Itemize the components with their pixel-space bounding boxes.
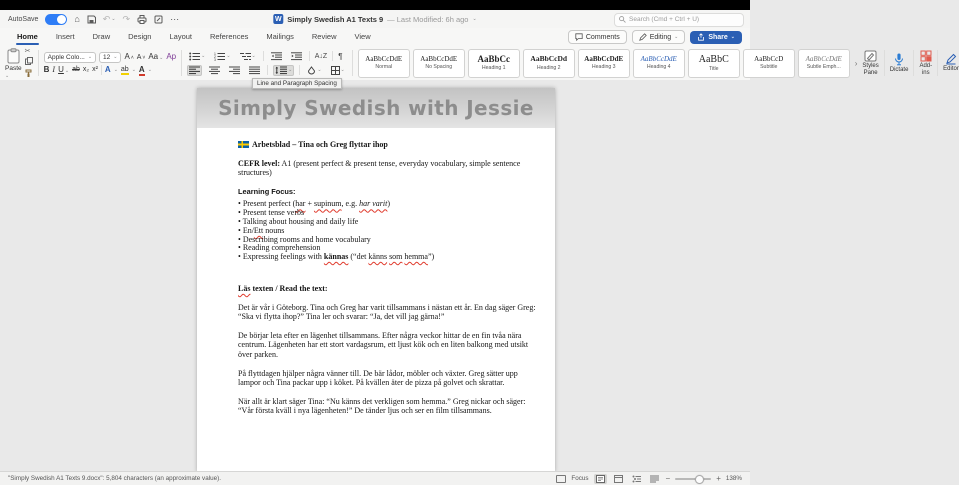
line-spacing-chevron-icon: ⌄ <box>288 67 293 73</box>
document-header-title: Simply Swedish with Jessie <box>218 96 534 120</box>
highlight-button[interactable]: ab <box>120 66 129 73</box>
doc-list-item: • Talking about housing and daily life <box>238 216 359 226</box>
mini-divider <box>299 65 300 75</box>
doc-paragraph: Learning Focus: <box>238 186 296 196</box>
shading-chevron-icon: ⌄ <box>317 67 322 73</box>
bold-button[interactable]: B <box>43 64 50 74</box>
align-center-button[interactable] <box>207 65 222 76</box>
zoom-in-button[interactable]: + <box>716 473 721 483</box>
shrink-font-button[interactable]: A ˅ <box>136 53 146 61</box>
bullet-marker: • <box>238 252 243 262</box>
doc-paragraph: De börjar leta efter en lägenhet tillsammans. Efter några veckor hittar de en fin tvåa nära centrum. Lägenheten har ett stort vardagsrum, ett ljust kök och en liten balkong med utsikt över parken. <box>238 330 529 359</box>
group-divider <box>937 50 938 76</box>
style-title[interactable]: AaBbC Title <box>688 49 740 78</box>
subscript-button[interactable]: x₂ <box>82 66 90 73</box>
search-placeholder: Search (Cmd + Ctrl + U) <box>629 16 700 23</box>
print-layout-view-button[interactable] <box>594 474 607 484</box>
zoom-slider-knob[interactable] <box>695 475 704 484</box>
doc-paragraph: CEFR level: A1 (present perfect & present tense, everyday vocabulary, simple sentence structures) <box>238 158 521 178</box>
ribbon-tab-home[interactable]: Home <box>8 29 47 45</box>
group-divider <box>884 50 885 76</box>
multilevel-list-button[interactable] <box>238 51 258 62</box>
doc-paragraph: På flyttdagen hjälper några vänner till. De bär lådor, möbler och växter. Greg sätter upp lampor och Tina packar upp i köket. På kvällen äter de pizza på golvet och skrattar. <box>238 368 518 388</box>
focus-label: Focus <box>571 475 589 482</box>
document-title[interactable]: W Simply Swedish A1 Texts 9 — Last Modified: 6h ago ⌄ <box>274 14 477 24</box>
document-header-band <box>197 88 555 128</box>
font-group <box>44 52 177 75</box>
ribbon-tab-layout[interactable]: Layout <box>169 32 193 41</box>
add-ins-button[interactable]: Add-ins <box>919 50 932 76</box>
font-size-chevron-icon: ⌄ <box>113 54 118 60</box>
bullet-marker: • <box>238 208 243 218</box>
case-chevron-icon: ⌄ <box>159 55 164 61</box>
decrease-indent-button[interactable] <box>269 51 284 62</box>
undo-icon[interactable]: ↶ ⌄ <box>102 13 116 24</box>
ribbon-tabs <box>8 29 380 45</box>
group-divider <box>38 50 39 76</box>
styles-gallery-more-icon[interactable]: › <box>854 58 858 68</box>
highlight-chevron-icon: ⌄ <box>131 66 136 73</box>
strikethrough-button[interactable]: ab <box>72 66 80 73</box>
paragraph-group <box>187 51 347 76</box>
comment-icon <box>575 33 583 41</box>
home-icon[interactable]: ⌂ <box>74 13 80 24</box>
italic-button[interactable]: I <box>52 64 56 74</box>
doc-paragraph: Det är vår i Göteborg. Tina och Greg har varit tillsammans i nästan ett år. En dag säger Greg: “Ska vi flytta ihop?” Tina ler och svarar: “Ja, det vill jag gärna!” <box>238 302 536 322</box>
character-count-text: "Simply Swedish A1 Texts 9.docx": 5,804 characters (an approximate value). <box>8 475 221 482</box>
share-icon <box>697 33 705 41</box>
svg-text:3: 3 <box>214 57 217 62</box>
status-bar-right <box>556 474 742 484</box>
microphone-icon <box>894 53 904 66</box>
paste-chevron-icon: ⌄ <box>5 72 10 79</box>
styles-pane-button[interactable]: Styles Pane <box>862 50 878 76</box>
mini-divider <box>263 51 264 61</box>
word-doc-icon: W <box>274 15 282 23</box>
doc-heading: Läs texten / Read the text: <box>238 283 328 293</box>
outline-view-button[interactable] <box>630 474 643 484</box>
phonetic-guide-button[interactable]: Ap <box>166 52 177 61</box>
borders-chevron-icon: ⌄ <box>340 67 345 73</box>
title-bar <box>0 10 750 29</box>
bullet-list-button[interactable] <box>187 51 207 62</box>
show-formatting-marks-button[interactable]: ¶ <box>338 51 343 61</box>
font-name-chevron-icon: ⌄ <box>87 54 93 60</box>
mini-divider <box>101 65 102 75</box>
group-divider <box>181 50 182 76</box>
style-no-spacing[interactable]: AaBbCcDdE No Spacing <box>413 49 465 78</box>
ribbon-tab-draw[interactable]: Draw <box>92 32 111 41</box>
justify-button[interactable] <box>247 65 262 76</box>
underline-chevron-icon: ⌄ <box>64 67 70 74</box>
doc-list-item: • Expressing feelings with kännas (“det känns som hemma”) <box>238 252 435 262</box>
draft-view-button[interactable] <box>648 474 661 484</box>
grow-font-button[interactable]: A ˄ <box>124 52 134 61</box>
sort-button[interactable]: A↓Z <box>314 52 328 60</box>
superscript-button[interactable]: x² <box>92 66 98 73</box>
title-chevron-icon: ⌄ <box>472 16 477 22</box>
bullet-marker: • <box>238 243 243 253</box>
bullet-chevron-icon: ⌄ <box>201 53 206 59</box>
editor-button[interactable]: Editor <box>943 53 959 73</box>
autosave-label: AutoSave <box>8 15 39 23</box>
ribbon-tab-design[interactable]: Design <box>128 32 152 41</box>
status-bar <box>0 471 750 485</box>
style-heading-3[interactable]: AaBbCcDdE Heading 3 <box>578 49 630 78</box>
ribbon-home <box>0 46 959 81</box>
add-ins-icon <box>920 50 932 62</box>
clipboard-mini-buttons <box>25 48 33 79</box>
ribbon-tab-insert[interactable]: Insert <box>55 32 75 41</box>
top-black-strip <box>0 0 750 10</box>
share-chevron-icon: ⌄ <box>730 34 735 40</box>
doc-list-item: • En/Ett nouns <box>238 225 285 235</box>
document-body[interactable] <box>197 128 555 416</box>
style-subtitle[interactable]: AaBbCcD Subtitle <box>743 49 795 78</box>
bullet-marker: • <box>238 216 243 226</box>
tab-right-actions <box>568 30 742 44</box>
mini-divider <box>332 51 333 61</box>
doc-list-item: • Describing rooms and home vocabulary <box>238 234 371 244</box>
style-heading-2[interactable]: AaBbCcDd Heading 2 <box>523 49 575 78</box>
numbering-chevron-icon: ⌄ <box>226 53 231 59</box>
font-color-chevron-icon: ⌄ <box>147 66 152 73</box>
doc-paragraph: När allt är klart säger Tina: “Nu känns det verkligen som hemma.” Greg nickar och säger: “Vår första kväll i nya lägenheten!” De tänder ljus och ser en film tillsammans. <box>238 396 526 416</box>
doc-list-item: • Reading comprehension <box>238 243 321 253</box>
ribbon-tab-review[interactable]: Review <box>311 32 337 41</box>
mini-divider <box>309 51 310 61</box>
cut-icon[interactable]: ✂ <box>24 47 31 55</box>
style-heading-4[interactable]: AaBbCcDdE Heading 4 <box>633 49 685 78</box>
dictate-button[interactable]: Dictate <box>890 53 909 74</box>
bullet-marker: • <box>238 225 243 235</box>
format-painter-icon[interactable] <box>25 69 33 79</box>
ribbon-tab-view[interactable]: View <box>354 32 371 41</box>
font-size-select[interactable]: 12 ⌄ <box>99 52 121 63</box>
style-normal[interactable]: AaBbCcDdE Normal <box>358 49 410 78</box>
doc-heading: Arbetsblad – Tina och Greg flyttar ihop <box>238 140 540 150</box>
redo-icon[interactable]: ↷ <box>122 13 131 24</box>
editing-chevron-icon: ⌄ <box>674 34 679 40</box>
share-button[interactable]: Share ⌄ <box>690 31 742 44</box>
group-divider <box>913 50 914 76</box>
ribbon-tab-references[interactable]: References <box>210 32 249 41</box>
mini-divider <box>267 65 268 75</box>
editing-mode-button[interactable]: Editing ⌄ <box>632 30 686 44</box>
change-case-button[interactable]: Aa ⌄ <box>148 52 164 61</box>
document-page[interactable] <box>197 88 555 472</box>
style-heading-1[interactable]: AaBbCc Heading 1 <box>468 49 520 78</box>
svg-text:2: 2 <box>214 54 217 59</box>
align-left-button[interactable] <box>187 65 202 76</box>
document-workspace <box>0 80 750 472</box>
zoom-out-button[interactable]: − <box>665 473 671 483</box>
clipboard-group <box>5 48 33 79</box>
bullet-marker: • <box>238 234 243 244</box>
pencil-icon <box>639 33 647 41</box>
borders-button[interactable] <box>329 65 347 76</box>
clipboard-icon <box>6 48 21 64</box>
paste-button[interactable]: Paste ⌄ <box>5 48 22 79</box>
more-commands-icon[interactable]: ⋯ <box>170 13 180 24</box>
font-color-button[interactable]: A <box>138 64 145 74</box>
increase-indent-button[interactable] <box>289 51 304 62</box>
style-copy-icon[interactable] <box>154 15 163 24</box>
text-effects-chevron-icon: ⌄ <box>113 66 118 73</box>
line-spacing-tooltip: Line and Paragraph Spacing <box>252 78 342 89</box>
styles-pane-icon <box>864 50 877 62</box>
numbered-list-button[interactable] <box>212 51 232 62</box>
group-divider <box>352 50 353 76</box>
search-icon <box>619 16 626 23</box>
multilevel-chevron-icon: ⌄ <box>251 53 256 59</box>
style-subtle-emph-[interactable]: AaBbCcDdE Subtle Emph... <box>798 49 850 78</box>
font-name-select[interactable]: Apple Colo... ⌄ <box>44 52 96 63</box>
line-spacing-button[interactable] <box>273 65 294 76</box>
ribbon-tab-mailings[interactable]: Mailings <box>266 32 294 41</box>
ribbon-tab-bar <box>0 28 750 46</box>
zoom-slider[interactable] <box>675 478 711 480</box>
svg-text:1: 1 <box>214 51 217 56</box>
align-right-button[interactable] <box>227 65 242 76</box>
styles-gallery <box>358 49 850 78</box>
autosave-toggle[interactable] <box>45 14 67 25</box>
editor-pen-icon <box>945 53 957 65</box>
shading-button[interactable] <box>305 65 323 76</box>
doc-list-item: • Present perfect (har + supinum, e.g. har varit) <box>238 199 390 209</box>
bullet-marker: • <box>238 199 243 209</box>
print-icon[interactable] <box>137 15 147 24</box>
focus-icon[interactable] <box>556 475 566 483</box>
search-input[interactable] <box>614 13 744 27</box>
zoom-level: 138% <box>725 475 742 482</box>
save-icon[interactable] <box>87 15 96 24</box>
text-effects-button[interactable]: A <box>104 64 111 74</box>
underline-button[interactable]: U ⌄ <box>58 64 70 74</box>
doc-list-item: • Present tense verbs <box>238 208 305 218</box>
comments-button[interactable]: Comments <box>568 30 627 44</box>
sweden-flag-icon <box>238 141 249 148</box>
copy-icon[interactable] <box>25 57 33 67</box>
web-layout-view-button[interactable] <box>612 474 625 484</box>
